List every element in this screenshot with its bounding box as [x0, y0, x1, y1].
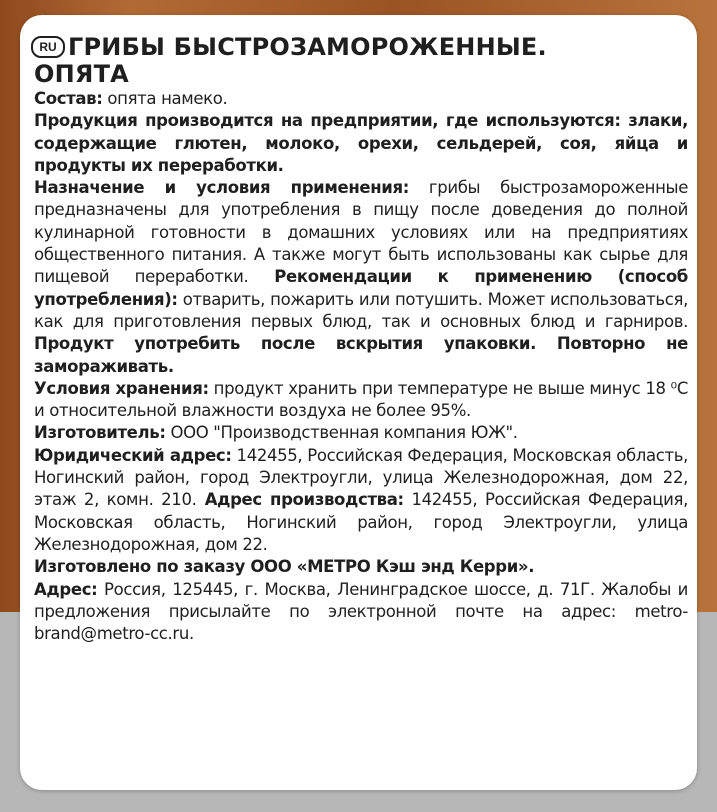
- address-label: Адрес:: [34, 579, 98, 599]
- storage-text: продукт хранить при температуре не выше минус 18 ⁰С и относительной влажности воздуха не более 95%.: [34, 378, 688, 421]
- address-text: Россия, 125445, г. Москва, Ленинградское шоссе, д. 71Г. Жалобы и предложения присылайте по электронной почте на адрес: metro-brand@metro-cc.ru.: [34, 579, 688, 644]
- composition-text: опята намеко.: [102, 89, 228, 108]
- title-line-1: ГРИБЫ БЫСТРОЗАМОРОЖЕННЫЕ.: [68, 33, 547, 61]
- warning-text: Продукт употребить после вскрытия упаковки. Повторно не замораживать.: [34, 334, 688, 376]
- recommend-label: Рекомендации к применению (способ употребления):: [34, 267, 688, 309]
- composition-paragraph: [34, 88, 688, 110]
- legal-address-label: Юридический адрес:: [34, 445, 232, 465]
- production-address-label: Адрес производства:: [196, 490, 404, 510]
- purpose-text: грибы быстрозамороженные предназначены для употребления в пищу после доведения до полной кулинарной готовности в домашних условиях или на предприятиях общественного питания. А также могут быть использованы как сырье для пищевой переработки.: [34, 178, 688, 287]
- product-label-card: [20, 15, 697, 790]
- composition-label: Состав:: [34, 89, 103, 108]
- language-badge: RU: [31, 36, 65, 58]
- purpose-label: Назначение и условия применения:: [34, 178, 410, 198]
- product-title: [34, 34, 688, 88]
- title-row: [34, 34, 688, 88]
- legal-address-text: 142455, Российская Федерация, Московская область, Ногинский район, город Электроугли, улица Железнодорожная, дом 22, этаж 2, комн. 210.: [34, 445, 688, 510]
- recommend-text: отварить, пожарить или потушить. Может использоваться, как для приготовления первых блюд, так и основных блюд и гарниров.: [34, 289, 688, 331]
- address-paragraph: [34, 445, 688, 556]
- usage-paragraph: [34, 177, 688, 378]
- ordered-by-paragraph: Изготовлено по заказу ООО «МЕТРО Кэш энд Керри».: [34, 557, 535, 577]
- label-body: [34, 88, 688, 645]
- label-content: [34, 34, 688, 645]
- contact-paragraph: [34, 579, 688, 646]
- storage-label: Условия хранения:: [34, 378, 209, 398]
- storage-paragraph: [34, 378, 688, 423]
- production-address-text: 142455, Российская Федерация, Московская область, Ногинский район, город Электроугли, улица Железнодорожная, дом 22.: [34, 490, 688, 554]
- manufacturer-paragraph: [34, 422, 688, 444]
- manufacturer-label: Изготовитель:: [34, 423, 166, 443]
- manufacturer-text: ООО "Производственная компания ЮЖ".: [165, 423, 518, 443]
- title-line-2: ОПЯТА: [34, 60, 129, 88]
- allergens-paragraph: Продукция производится на предприятии, где используются: злаки, содержащие глютен, молоко, орехи, сельдерей, соя, яйца и продукты их переработки.: [34, 111, 688, 175]
